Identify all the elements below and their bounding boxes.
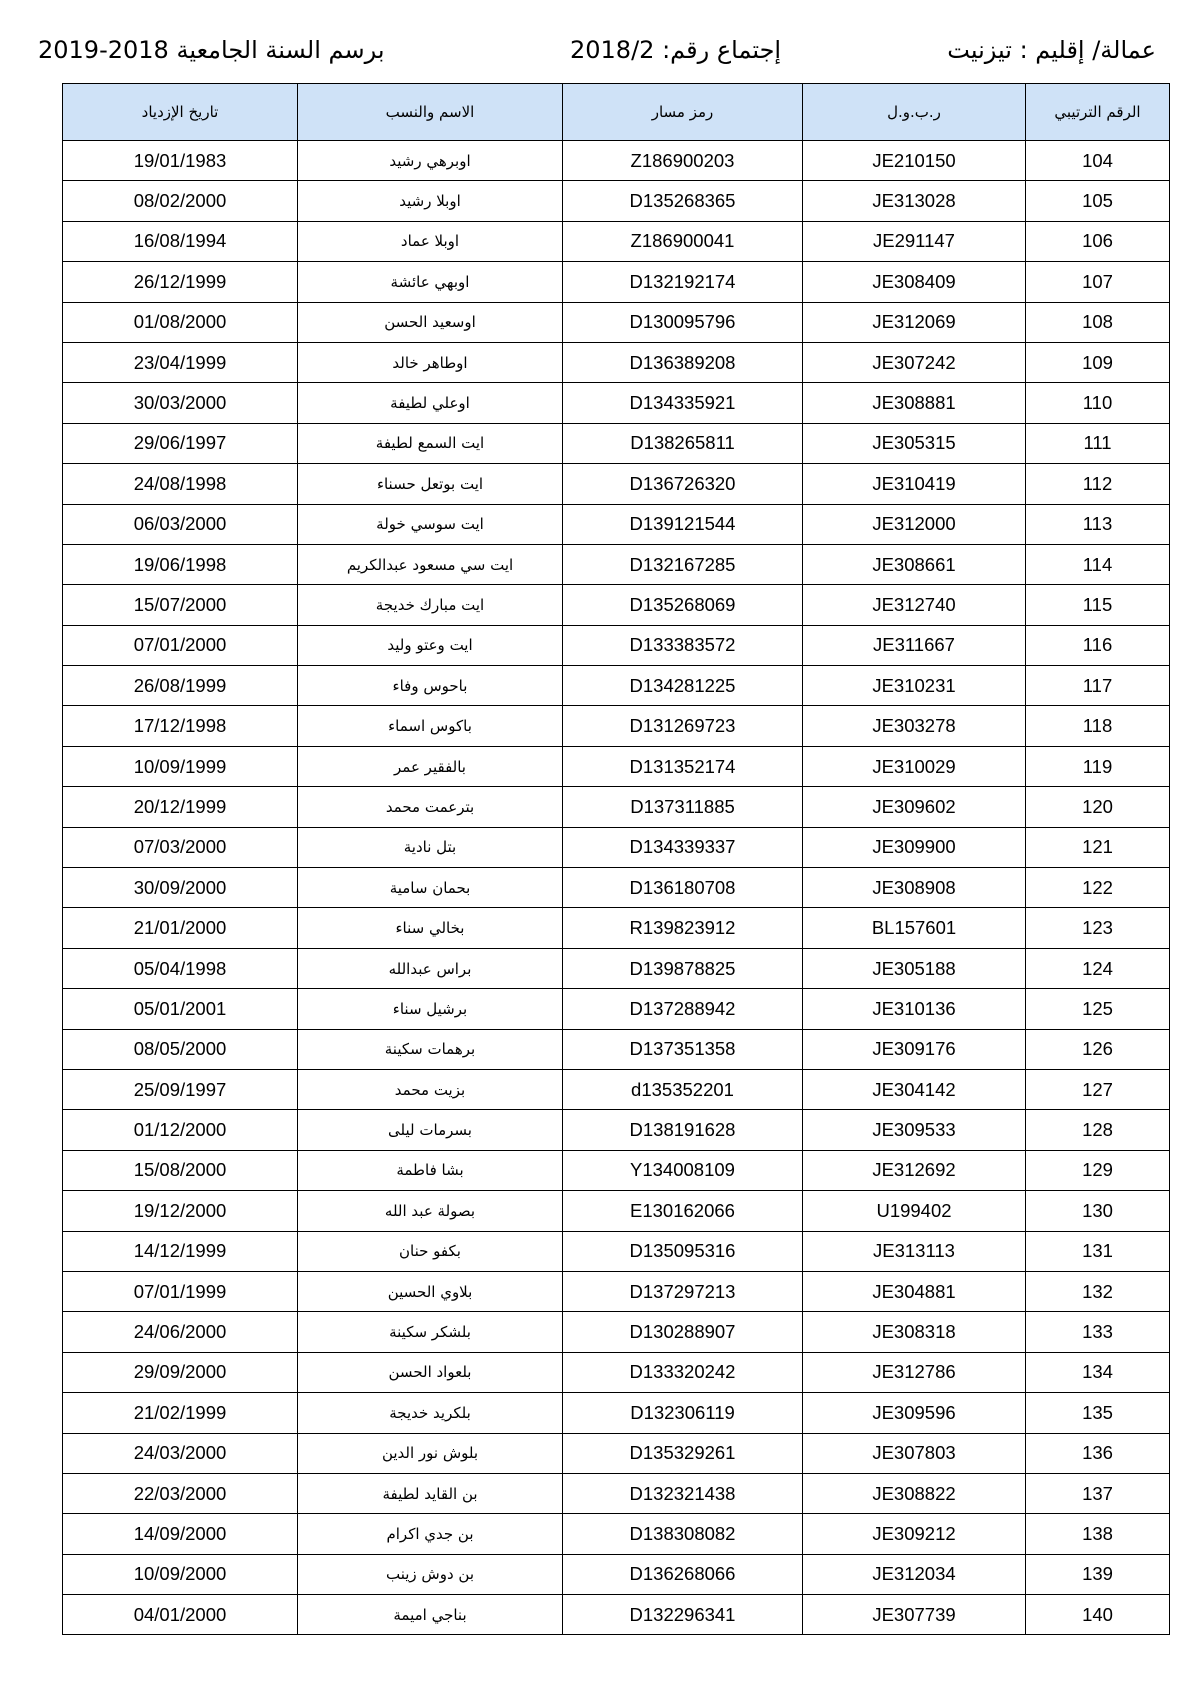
full-name-cell: بن دوش زينب <box>298 1554 563 1594</box>
full-name-cell: بلشكر سكينة <box>298 1312 563 1352</box>
full-name-cell: باحوس وفاء <box>298 666 563 706</box>
table-row <box>63 666 1170 706</box>
serial-number-cell: 109 <box>1026 342 1170 382</box>
full-name-cell: بسرمات ليلى <box>298 1110 563 1150</box>
massar-code-cell: D138265811 <box>563 423 803 463</box>
full-name-cell: بلعواد الحسن <box>298 1352 563 1392</box>
national-id-cell: JE309596 <box>803 1393 1026 1433</box>
table-row <box>63 1352 1170 1392</box>
serial-number-cell: 134 <box>1026 1352 1170 1392</box>
serial-number-cell: 136 <box>1026 1433 1170 1473</box>
serial-number-cell: 132 <box>1026 1271 1170 1311</box>
full-name-cell: بن جدي اكرام <box>298 1514 563 1554</box>
birth-date-cell: 14/12/1999 <box>63 1231 298 1271</box>
national-id-cell: JE309900 <box>803 827 1026 867</box>
full-name-cell: اوبلا عماد <box>298 221 563 261</box>
massar-code-cell: D134339337 <box>563 827 803 867</box>
table-row <box>63 423 1170 463</box>
table-row <box>63 1191 1170 1231</box>
serial-number-cell: 116 <box>1026 625 1170 665</box>
table-row <box>63 383 1170 423</box>
full-name-cell: برهمات سكينة <box>298 1029 563 1069</box>
massar-code-cell: D132296341 <box>563 1595 803 1635</box>
full-name-cell: بتل نادية <box>298 827 563 867</box>
full-name-cell: بحمان سامية <box>298 868 563 908</box>
birth-date-cell: 22/03/2000 <box>63 1473 298 1513</box>
table-row <box>63 504 1170 544</box>
province-label: عمالة/ إقليم : تيزنيت <box>947 36 1156 64</box>
serial-number-cell: 133 <box>1026 1312 1170 1352</box>
national-id-cell: JE307739 <box>803 1595 1026 1635</box>
serial-number-cell: 124 <box>1026 948 1170 988</box>
birth-date-cell: 05/04/1998 <box>63 948 298 988</box>
massar-code-cell: D139878825 <box>563 948 803 988</box>
national-id-cell: JE310029 <box>803 746 1026 786</box>
national-id-cell: JE305188 <box>803 948 1026 988</box>
serial-number-cell: 114 <box>1026 544 1170 584</box>
table-row <box>63 868 1170 908</box>
full-name-cell: بزيت محمد <box>298 1069 563 1109</box>
national-id-cell: JE210150 <box>803 141 1026 181</box>
birth-date-cell: 14/09/2000 <box>63 1514 298 1554</box>
serial-number-cell: 140 <box>1026 1595 1170 1635</box>
serial-number-cell: 135 <box>1026 1393 1170 1433</box>
birth-date-cell: 24/08/1998 <box>63 464 298 504</box>
table-row <box>63 141 1170 181</box>
birth-date-cell: 20/12/1999 <box>63 787 298 827</box>
massar-code-cell: D136180708 <box>563 868 803 908</box>
serial-number-cell: 123 <box>1026 908 1170 948</box>
massar-code-cell: D139121544 <box>563 504 803 544</box>
massar-code-cell: D138191628 <box>563 1110 803 1150</box>
table-row <box>63 302 1170 342</box>
serial-number-cell: 113 <box>1026 504 1170 544</box>
column-header-full-name: الاسم والنسب <box>298 84 563 141</box>
national-id-cell: JE309176 <box>803 1029 1026 1069</box>
serial-number-cell: 138 <box>1026 1514 1170 1554</box>
national-id-cell: JE309602 <box>803 787 1026 827</box>
meeting-number-label: إجتماع رقم: 2018/2 <box>570 36 782 64</box>
full-name-cell: برشيل سناء <box>298 989 563 1029</box>
serial-number-cell: 107 <box>1026 262 1170 302</box>
column-header-massar-code: رمز مسار <box>563 84 803 141</box>
massar-code-cell: D137351358 <box>563 1029 803 1069</box>
table-header-row <box>63 84 1170 141</box>
national-id-cell: JE304142 <box>803 1069 1026 1109</box>
table-row <box>63 1595 1170 1635</box>
full-name-cell: باكوس اسماء <box>298 706 563 746</box>
table-row <box>63 544 1170 584</box>
massar-code-cell: D135268365 <box>563 181 803 221</box>
massar-code-cell: D132321438 <box>563 1473 803 1513</box>
national-id-cell: JE310136 <box>803 989 1026 1029</box>
table-row <box>63 262 1170 302</box>
massar-code-cell: Z186900041 <box>563 221 803 261</box>
birth-date-cell: 08/05/2000 <box>63 1029 298 1069</box>
massar-code-cell: E130162066 <box>563 1191 803 1231</box>
birth-date-cell: 25/09/1997 <box>63 1069 298 1109</box>
massar-code-cell: D135095316 <box>563 1231 803 1271</box>
table-row <box>63 1069 1170 1109</box>
national-id-cell: JE303278 <box>803 706 1026 746</box>
full-name-cell: ايت بوتعل حسناء <box>298 464 563 504</box>
national-id-cell: JE312000 <box>803 504 1026 544</box>
serial-number-cell: 104 <box>1026 141 1170 181</box>
serial-number-cell: 117 <box>1026 666 1170 706</box>
birth-date-cell: 29/06/1997 <box>63 423 298 463</box>
table-row <box>63 1514 1170 1554</box>
table-row <box>63 342 1170 382</box>
national-id-cell: JE310419 <box>803 464 1026 504</box>
full-name-cell: ايت سي مسعود عبدالكريم <box>298 544 563 584</box>
serial-number-cell: 139 <box>1026 1554 1170 1594</box>
serial-number-cell: 111 <box>1026 423 1170 463</box>
birth-date-cell: 19/12/2000 <box>63 1191 298 1231</box>
massar-code-cell: D130095796 <box>563 302 803 342</box>
national-id-cell: JE310231 <box>803 666 1026 706</box>
full-name-cell: بلوش نور الدين <box>298 1433 563 1473</box>
serial-number-cell: 126 <box>1026 1029 1170 1069</box>
birth-date-cell: 19/06/1998 <box>63 544 298 584</box>
massar-code-cell: D130288907 <box>563 1312 803 1352</box>
full-name-cell: بترعمت محمد <box>298 787 563 827</box>
table-row <box>63 625 1170 665</box>
birth-date-cell: 16/08/1994 <box>63 221 298 261</box>
birth-date-cell: 17/12/1998 <box>63 706 298 746</box>
massar-code-cell: Y134008109 <box>563 1150 803 1190</box>
massar-code-cell: D134335921 <box>563 383 803 423</box>
birth-date-cell: 10/09/1999 <box>63 746 298 786</box>
document-header <box>38 30 1156 74</box>
birth-date-cell: 07/03/2000 <box>63 827 298 867</box>
academic-year-label: برسم السنة الجامعية 2018-2019 <box>38 36 385 64</box>
massar-code-cell: D132192174 <box>563 262 803 302</box>
full-name-cell: بكفو حنان <box>298 1231 563 1271</box>
serial-number-cell: 115 <box>1026 585 1170 625</box>
massar-code-cell: D137288942 <box>563 989 803 1029</box>
serial-number-cell: 122 <box>1026 868 1170 908</box>
national-id-cell: JE313113 <box>803 1231 1026 1271</box>
table-row <box>63 1150 1170 1190</box>
full-name-cell: اوبلا رشيد <box>298 181 563 221</box>
massar-code-cell: D131269723 <box>563 706 803 746</box>
table-row <box>63 1029 1170 1069</box>
table-row <box>63 1110 1170 1150</box>
national-id-cell: JE308409 <box>803 262 1026 302</box>
national-id-cell: JE308318 <box>803 1312 1026 1352</box>
full-name-cell: براس عبدالله <box>298 948 563 988</box>
national-id-cell: U199402 <box>803 1191 1026 1231</box>
full-name-cell: بلكريد خديجة <box>298 1393 563 1433</box>
national-id-cell: JE311667 <box>803 625 1026 665</box>
massar-code-cell: D138308082 <box>563 1514 803 1554</box>
national-id-cell: JE312786 <box>803 1352 1026 1392</box>
massar-code-cell: D135268069 <box>563 585 803 625</box>
birth-date-cell: 21/01/2000 <box>63 908 298 948</box>
full-name-cell: اوعلي لطيفة <box>298 383 563 423</box>
massar-code-cell: d135352201 <box>563 1069 803 1109</box>
national-id-cell: JE312034 <box>803 1554 1026 1594</box>
serial-number-cell: 105 <box>1026 181 1170 221</box>
birth-date-cell: 10/09/2000 <box>63 1554 298 1594</box>
birth-date-cell: 05/01/2001 <box>63 989 298 1029</box>
table-row <box>63 1473 1170 1513</box>
birth-date-cell: 08/02/2000 <box>63 181 298 221</box>
serial-number-cell: 137 <box>1026 1473 1170 1513</box>
table-body <box>63 141 1170 1635</box>
serial-number-cell: 112 <box>1026 464 1170 504</box>
national-id-cell: JE308661 <box>803 544 1026 584</box>
table-row <box>63 1231 1170 1271</box>
table-row <box>63 706 1170 746</box>
serial-number-cell: 110 <box>1026 383 1170 423</box>
national-id-cell: JE307242 <box>803 342 1026 382</box>
table-row <box>63 464 1170 504</box>
table-row <box>63 787 1170 827</box>
table-row <box>63 989 1170 1029</box>
full-name-cell: بن القايد لطيفة <box>298 1473 563 1513</box>
table-row <box>63 1554 1170 1594</box>
table-row <box>63 1271 1170 1311</box>
table-row <box>63 908 1170 948</box>
national-id-cell: BL157601 <box>803 908 1026 948</box>
massar-code-cell: D134281225 <box>563 666 803 706</box>
full-name-cell: بصولة عبد الله <box>298 1191 563 1231</box>
serial-number-cell: 118 <box>1026 706 1170 746</box>
serial-number-cell: 127 <box>1026 1069 1170 1109</box>
birth-date-cell: 30/09/2000 <box>63 868 298 908</box>
table-row <box>63 1433 1170 1473</box>
column-header-serial-number: الرقم الترتيبي <box>1026 84 1170 141</box>
birth-date-cell: 21/02/1999 <box>63 1393 298 1433</box>
table-row <box>63 221 1170 261</box>
serial-number-cell: 108 <box>1026 302 1170 342</box>
massar-code-cell: D137297213 <box>563 1271 803 1311</box>
serial-number-cell: 128 <box>1026 1110 1170 1150</box>
birth-date-cell: 07/01/1999 <box>63 1271 298 1311</box>
massar-code-cell: D135329261 <box>563 1433 803 1473</box>
table-row <box>63 948 1170 988</box>
serial-number-cell: 121 <box>1026 827 1170 867</box>
table-row <box>63 746 1170 786</box>
full-name-cell: اوطاهر خالد <box>298 342 563 382</box>
full-name-cell: بخالي سناء <box>298 908 563 948</box>
national-id-cell: JE312692 <box>803 1150 1026 1190</box>
massar-code-cell: D136726320 <box>563 464 803 504</box>
massar-code-cell: D132167285 <box>563 544 803 584</box>
national-id-cell: JE309533 <box>803 1110 1026 1150</box>
massar-code-cell: D137311885 <box>563 787 803 827</box>
birth-date-cell: 15/08/2000 <box>63 1150 298 1190</box>
full-name-cell: اوبرهي رشيد <box>298 141 563 181</box>
national-id-cell: JE313028 <box>803 181 1026 221</box>
birth-date-cell: 19/01/1983 <box>63 141 298 181</box>
birth-date-cell: 06/03/2000 <box>63 504 298 544</box>
table-row <box>63 181 1170 221</box>
massar-code-cell: D133320242 <box>563 1352 803 1392</box>
birth-date-cell: 24/06/2000 <box>63 1312 298 1352</box>
table-row <box>63 1393 1170 1433</box>
full-name-cell: ايت سوسي خولة <box>298 504 563 544</box>
birth-date-cell: 15/07/2000 <box>63 585 298 625</box>
birth-date-cell: 26/12/1999 <box>63 262 298 302</box>
full-name-cell: ايت السمع لطيفة <box>298 423 563 463</box>
massar-code-cell: R139823912 <box>563 908 803 948</box>
serial-number-cell: 130 <box>1026 1191 1170 1231</box>
full-name-cell: بالفقير عمر <box>298 746 563 786</box>
table-row <box>63 1312 1170 1352</box>
massar-code-cell: Z186900203 <box>563 141 803 181</box>
national-id-cell: JE304881 <box>803 1271 1026 1311</box>
serial-number-cell: 119 <box>1026 746 1170 786</box>
birth-date-cell: 04/01/2000 <box>63 1595 298 1635</box>
serial-number-cell: 131 <box>1026 1231 1170 1271</box>
column-header-birth-date: تاريخ الإزدياد <box>63 84 298 141</box>
birth-date-cell: 29/09/2000 <box>63 1352 298 1392</box>
national-id-cell: JE307803 <box>803 1433 1026 1473</box>
national-id-cell: JE308881 <box>803 383 1026 423</box>
full-name-cell: ايت وعتو وليد <box>298 625 563 665</box>
national-id-cell: JE312740 <box>803 585 1026 625</box>
birth-date-cell: 23/04/1999 <box>63 342 298 382</box>
full-name-cell: ايت مبارك خديجة <box>298 585 563 625</box>
birth-date-cell: 26/08/1999 <box>63 666 298 706</box>
birth-date-cell: 01/08/2000 <box>63 302 298 342</box>
full-name-cell: اوسعيد الحسن <box>298 302 563 342</box>
birth-date-cell: 07/01/2000 <box>63 625 298 665</box>
national-id-cell: JE291147 <box>803 221 1026 261</box>
serial-number-cell: 120 <box>1026 787 1170 827</box>
serial-number-cell: 125 <box>1026 989 1170 1029</box>
massar-code-cell: D133383572 <box>563 625 803 665</box>
full-name-cell: بناجي اميمة <box>298 1595 563 1635</box>
national-id-cell: JE305315 <box>803 423 1026 463</box>
national-id-cell: JE308908 <box>803 868 1026 908</box>
national-id-cell: JE309212 <box>803 1514 1026 1554</box>
full-name-cell: بلاوي الحسين <box>298 1271 563 1311</box>
massar-code-cell: D131352174 <box>563 746 803 786</box>
birth-date-cell: 24/03/2000 <box>63 1433 298 1473</box>
table-row <box>63 827 1170 867</box>
serial-number-cell: 106 <box>1026 221 1170 261</box>
full-name-cell: اوبهي عائشة <box>298 262 563 302</box>
table-row <box>63 585 1170 625</box>
serial-number-cell: 129 <box>1026 1150 1170 1190</box>
massar-code-cell: D132306119 <box>563 1393 803 1433</box>
students-table <box>62 83 1170 1635</box>
massar-code-cell: D136389208 <box>563 342 803 382</box>
column-header-national-id: ر.ب.و.ل <box>803 84 1026 141</box>
birth-date-cell: 01/12/2000 <box>63 1110 298 1150</box>
full-name-cell: بشا فاطمة <box>298 1150 563 1190</box>
massar-code-cell: D136268066 <box>563 1554 803 1594</box>
birth-date-cell: 30/03/2000 <box>63 383 298 423</box>
national-id-cell: JE312069 <box>803 302 1026 342</box>
national-id-cell: JE308822 <box>803 1473 1026 1513</box>
